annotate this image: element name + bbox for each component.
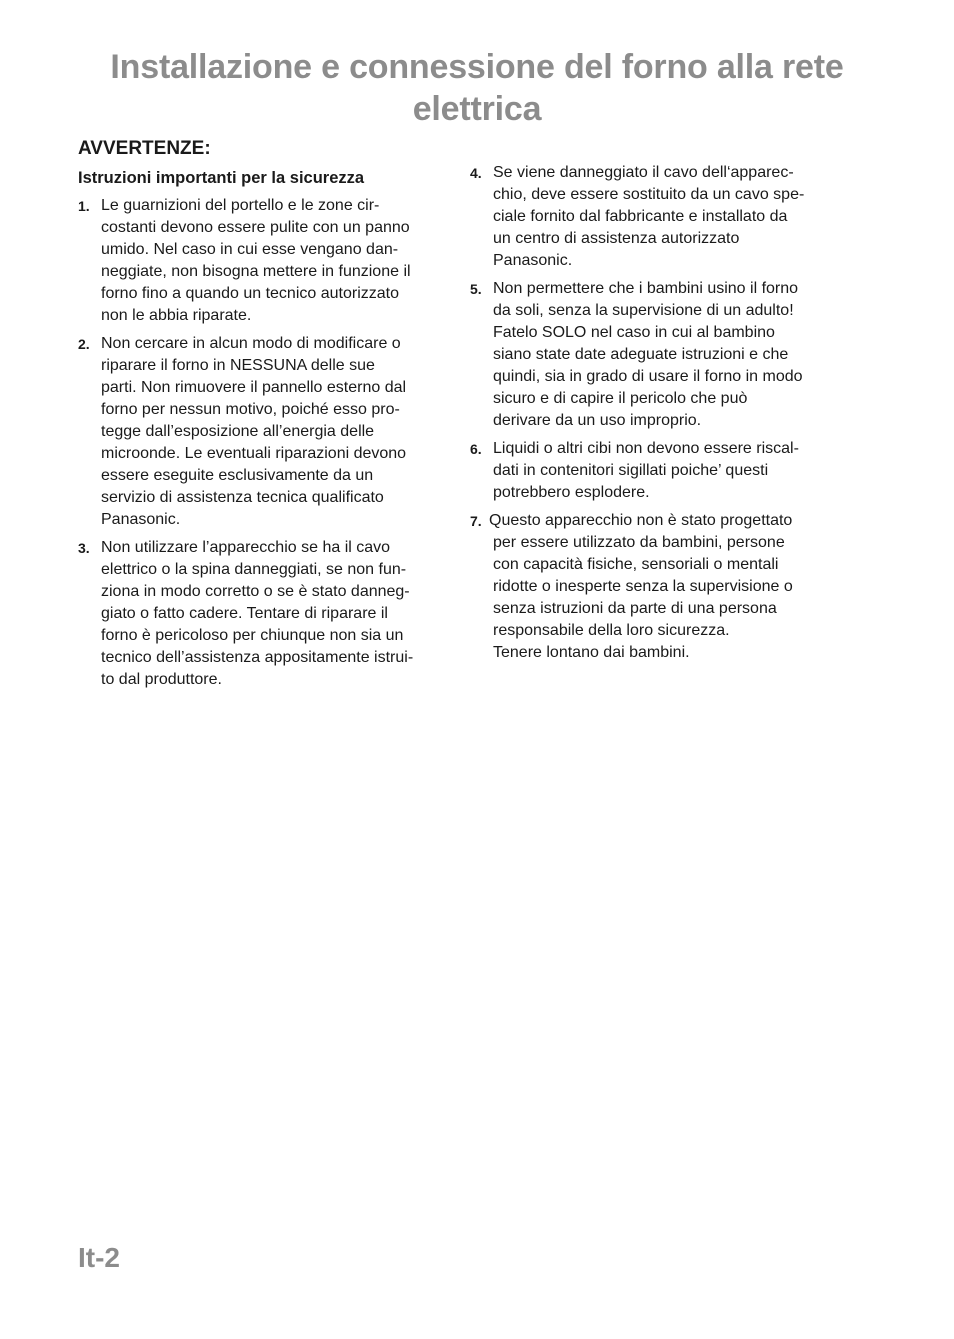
item-number: 1. [78,198,90,214]
warnings-heading: AVVERTENZE: [78,138,211,159]
page-number: It-2 [78,1242,120,1273]
page-title: Installazione e connessione del forno alla rete elettrica [110,48,844,128]
item-number: 4. [470,165,482,181]
safety-instructions-subheading: Istruzioni importanti per la sicurezza [78,169,365,187]
left-column [78,137,450,697]
item-text: Non permettere che i bambini usino il forno da soli, senza la supervisione di un adulto! Fatelo SOLO nel caso in cui al bambino siano state date adeguate istruzioni e che quindi, sia in grado di usare il forno in modo sicuro e di capire il pericolo che può derivare da un uso improprio. [493,280,803,429]
item-text: Le guarnizioni del portello e le zone cir- costanti devono essere pulite con un panno umido. Nel caso in cui esse vengano dan- neggiate, non bisogna mettere in funzione il forno fino a quando un tecnico autorizzato non le abbia riparate. [101,197,411,324]
item-number: 6. [470,441,482,457]
list-item [78,333,450,531]
item-text: Non utilizzare l’apparecchio se ha il cavo elettrico o la spina danneggiati, se non fun- ziona in modo corretto o se è stato danneg- giato o fatto cadere. Tentare di riparare il forno è pericoloso per chiunque non sia un tecnico dell’assistenza appositamente istrui- to dal produttore. [101,539,414,688]
list-item [470,278,842,432]
right-column [470,162,842,670]
list-item [78,537,450,691]
item-text: Non cercare in alcun modo di modificare o riparare il forno in NESSUNA delle sue parti. Non rimuovere il pannello esterno dal forno per nessun motivo, poiché esso pro- tegge dall’esposizione all’energia delle microonde. Le eventuali riparazioni devono essere eseguite esclusivamente da un servizio di assistenza tecnica qualificato Panasonic. [101,335,407,528]
item-number: 7. [470,513,482,529]
list-item [78,195,450,327]
item-number: 3. [78,540,90,556]
item-text: Questo apparecchio non è stato progettato per essere utilizzato da bambini, persone con capacità fisiche, sensoriali o mentali ridotte o inesperte senza la supervisione o senza istruzioni da parte di una persona responsabile della loro sicurezza. Tenere lontano dai bambini. [489,512,793,661]
item-number: 5. [470,281,482,297]
list-item [470,162,842,272]
item-text: Se viene danneggiato il cavo dell‘apparec- chio, deve essere sostituito da un cavo spe- ciale fornito dal fabbricante e installato da un centro di assistenza autorizzato Panasonic. [493,164,805,269]
list-item [470,510,842,664]
item-number: 2. [78,336,90,352]
item-text: Liquidi o altri cibi non devono essere riscal- dati in contenitori sigillati poiche’ questi potrebbero esplodere. [493,440,799,501]
list-item [470,438,842,504]
